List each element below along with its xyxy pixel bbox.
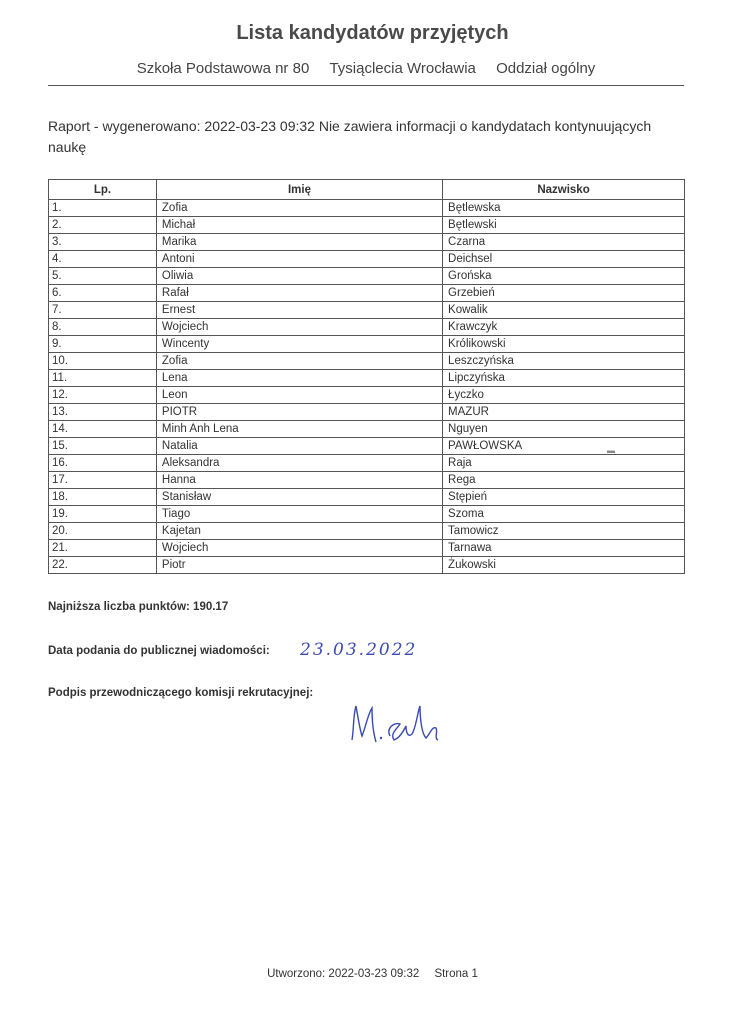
column-header-first-name: Imię xyxy=(156,180,442,200)
last-name-cell: Tarnawa xyxy=(443,540,685,557)
handwritten-signature xyxy=(346,700,446,748)
last-name-cell: Czarna xyxy=(443,234,685,251)
row-number: 3. xyxy=(49,234,157,251)
last-name-cell: Grońska xyxy=(443,268,685,285)
last-name-cell: Leszczyńska xyxy=(443,353,685,370)
row-number: 22. xyxy=(49,557,157,574)
table-row xyxy=(49,404,685,421)
row-number: 9. xyxy=(49,336,157,353)
row-number: 5. xyxy=(49,268,157,285)
table-row xyxy=(49,523,685,540)
row-number: 6. xyxy=(49,285,157,302)
last-name-cell: Żukowski xyxy=(443,557,685,574)
row-number: 18. xyxy=(49,489,157,506)
table-header-row xyxy=(49,180,685,200)
first-name-cell: Antoni xyxy=(156,251,442,268)
first-name-cell: Kajetan xyxy=(156,523,442,540)
created-timestamp: Utworzono: 2022-03-23 09:32 xyxy=(267,968,420,980)
last-name-cell: Deichsel xyxy=(443,251,685,268)
first-name-cell: Hanna xyxy=(156,472,442,489)
page-footer xyxy=(0,968,745,980)
row-number: 4. xyxy=(49,251,157,268)
table-row xyxy=(49,319,685,336)
row-number: 15. xyxy=(49,438,157,455)
table-row xyxy=(49,506,685,523)
first-name-cell: Wincenty xyxy=(156,336,442,353)
publication-date-label: Data podania do publicznej wiadomości: xyxy=(48,645,270,657)
last-name-cell: Łyczko xyxy=(443,387,685,404)
row-number: 16. xyxy=(49,455,157,472)
row-number: 17. xyxy=(49,472,157,489)
last-name-cell: Bętlewski xyxy=(443,217,685,234)
last-name-cell: Krawczyk xyxy=(443,319,685,336)
column-header-number: Lp. xyxy=(49,180,157,200)
table-row xyxy=(49,353,685,370)
row-number: 2. xyxy=(49,217,157,234)
first-name-cell: Zofia xyxy=(156,353,442,370)
first-name-cell: Ernest xyxy=(156,302,442,319)
first-name-cell: Stanisław xyxy=(156,489,442,506)
table-row xyxy=(49,438,685,455)
document-title: Lista kandydatów przyjętych xyxy=(236,22,509,44)
page-number: Strona 1 xyxy=(434,968,478,980)
first-name-cell: PIOTR xyxy=(156,404,442,421)
first-name-cell: Marika xyxy=(156,234,442,251)
min-points: Najniższa liczba punktów: 190.17 xyxy=(48,601,229,613)
row-number: 10. xyxy=(49,353,157,370)
first-name-cell: Rafał xyxy=(156,285,442,302)
row-number: 12. xyxy=(49,387,157,404)
report-note: Raport - wygenerowano: 2022-03-23 09:32 Nie zawiera informacji o kandydatach kontynuujących naukę xyxy=(48,118,652,155)
first-name-cell: Zofia xyxy=(156,200,442,217)
row-number: 14. xyxy=(49,421,157,438)
first-name-cell: Wojciech xyxy=(156,319,442,336)
table-row xyxy=(49,472,685,489)
district-name: Tysiąclecia Wrocławia xyxy=(329,60,476,77)
first-name-cell: Wojciech xyxy=(156,540,442,557)
scan-mark: ▬ xyxy=(607,446,615,455)
school-name: Szkoła Podstawowa nr 80 xyxy=(136,60,310,77)
school-header xyxy=(48,60,684,77)
last-name-cell: Stępień xyxy=(443,489,685,506)
last-name-cell: Lipczyńska xyxy=(443,370,685,387)
table-row xyxy=(49,200,685,217)
last-name-cell: Szoma xyxy=(443,506,685,523)
row-number: 11. xyxy=(49,370,157,387)
last-name-cell: Nguyen xyxy=(443,421,685,438)
first-name-cell: Tiago xyxy=(156,506,442,523)
last-name-cell: Kowalik xyxy=(443,302,685,319)
last-name-cell: Bętlewska xyxy=(443,200,685,217)
table-row xyxy=(49,268,685,285)
table-row xyxy=(49,285,685,302)
last-name-cell: Rega xyxy=(443,472,685,489)
first-name-cell: Oliwia xyxy=(156,268,442,285)
first-name-cell: Piotr xyxy=(156,557,442,574)
publication-date-handwritten: 23.03.2022 xyxy=(300,640,418,660)
table-row xyxy=(49,234,685,251)
row-number: 1. xyxy=(49,200,157,217)
row-number: 19. xyxy=(49,506,157,523)
row-number: 7. xyxy=(49,302,157,319)
first-name-cell: Aleksandra xyxy=(156,455,442,472)
column-header-last-name: Nazwisko xyxy=(443,180,685,200)
candidates-table xyxy=(48,179,685,574)
table-row xyxy=(49,217,685,234)
last-name-cell: Raja xyxy=(443,455,685,472)
first-name-cell: Leon xyxy=(156,387,442,404)
first-name-cell: Minh Anh Lena xyxy=(156,421,442,438)
header-divider xyxy=(48,85,684,86)
last-name-cell: Królikowski xyxy=(443,336,685,353)
last-name-cell: Grzebień xyxy=(443,285,685,302)
last-name-cell: PAWŁOWSKA xyxy=(443,438,685,455)
table-row xyxy=(49,455,685,472)
table-row xyxy=(49,336,685,353)
table-row xyxy=(49,251,685,268)
division-name: Oddział ogólny xyxy=(496,60,596,77)
table-row xyxy=(49,540,685,557)
first-name-cell: Lena xyxy=(156,370,442,387)
row-number: 21. xyxy=(49,540,157,557)
table-row xyxy=(49,370,685,387)
first-name-cell: Natalia xyxy=(156,438,442,455)
table-row xyxy=(49,421,685,438)
table-row xyxy=(49,302,685,319)
first-name-cell: Michał xyxy=(156,217,442,234)
signature-label: Podpis przewodniczącego komisji rekrutacyjnej: xyxy=(48,687,314,699)
last-name-cell: MAZUR xyxy=(443,404,685,421)
table-row xyxy=(49,387,685,404)
last-name-cell: Tamowicz xyxy=(443,523,685,540)
table-row xyxy=(49,489,685,506)
row-number: 8. xyxy=(49,319,157,336)
table-row xyxy=(49,557,685,574)
row-number: 13. xyxy=(49,404,157,421)
row-number: 20. xyxy=(49,523,157,540)
